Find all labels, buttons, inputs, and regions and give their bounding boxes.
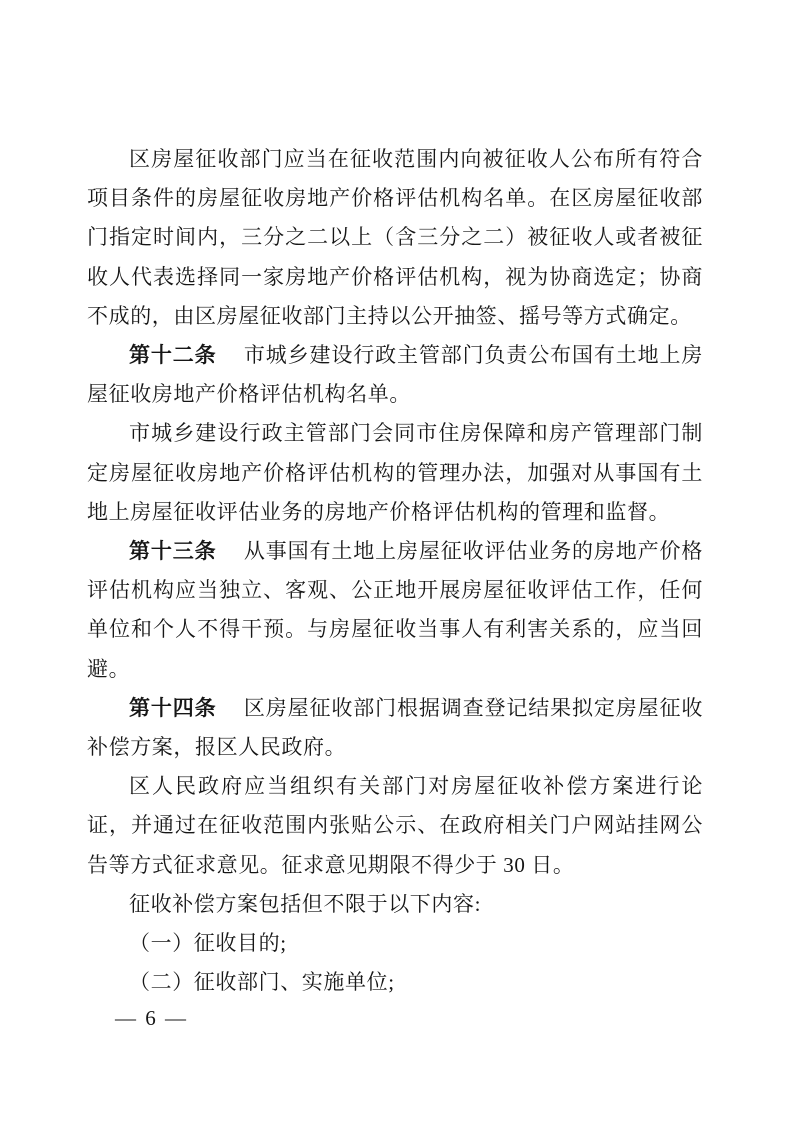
paragraph-text: 征收补偿方案包括但不限于以下内容: — [129, 891, 482, 916]
article-number-label: 第十二条 — [129, 344, 217, 368]
paragraph — [87, 924, 703, 963]
article-number-label: 第十四条 — [129, 696, 217, 720]
article-number-label: 第十三条 — [129, 540, 217, 564]
paragraph-text: 市城乡建设行政主管部门会同市住房保障和房产管理部门制定房屋征收房地产价格评估机构的管理办法，加强对从事国有土地上房屋征收评估业务的房地产价格评估机构的管理和监督。 — [87, 421, 703, 524]
paragraph-text: 区房屋征收部门应当在征收范围内向被征收人公布所有符合项目条件的房屋征收房地产价格评估机构名单。在区房屋征收部门指定时间内，三分之二以上（含三分之二）被征收人或者被征收人代表选择同一家房地产价格评估机构，视为协商选定；协商不成的，由区房屋征收部门主持以公开抽签、摇号等方式确定。 — [87, 147, 703, 328]
paragraph — [87, 336, 703, 414]
paragraph-text: 区房屋征收部门根据调查登记结果拟定房屋征收补偿方案，报区人民政府。 — [87, 695, 703, 760]
paragraph — [87, 963, 703, 1002]
paragraph — [87, 532, 703, 689]
paragraph — [87, 140, 703, 336]
paragraph — [87, 689, 703, 767]
paragraph — [87, 414, 703, 532]
document-body — [87, 140, 703, 1002]
paragraph — [87, 767, 703, 885]
paragraph-text: （二）征收部门、实施单位; — [129, 970, 395, 995]
paragraph — [87, 885, 703, 924]
paragraph-text: 从事国有土地上房屋征收评估业务的房地产价格评估机构应当独立、客观、公正地开展房屋征收评估工作，任何单位和个人不得干预。与房屋征收当事人有利害关系的，应当回避。 — [87, 539, 703, 681]
page-number: — 6 — — [115, 1006, 188, 1030]
paragraph-text: 市城乡建设行政主管部门负责公布国有土地上房屋征收房地产价格评估机构名单。 — [87, 343, 703, 407]
paragraph-text: （一）征收目的; — [129, 931, 287, 956]
paragraph-text: 区人民政府应当组织有关部门对房屋征收补偿方案进行论证，并通过在征收范围内张贴公示、在政府相关门户网站挂网公告等方式征求意见。征求意见期限不得少于 30 日。 — [87, 774, 703, 877]
